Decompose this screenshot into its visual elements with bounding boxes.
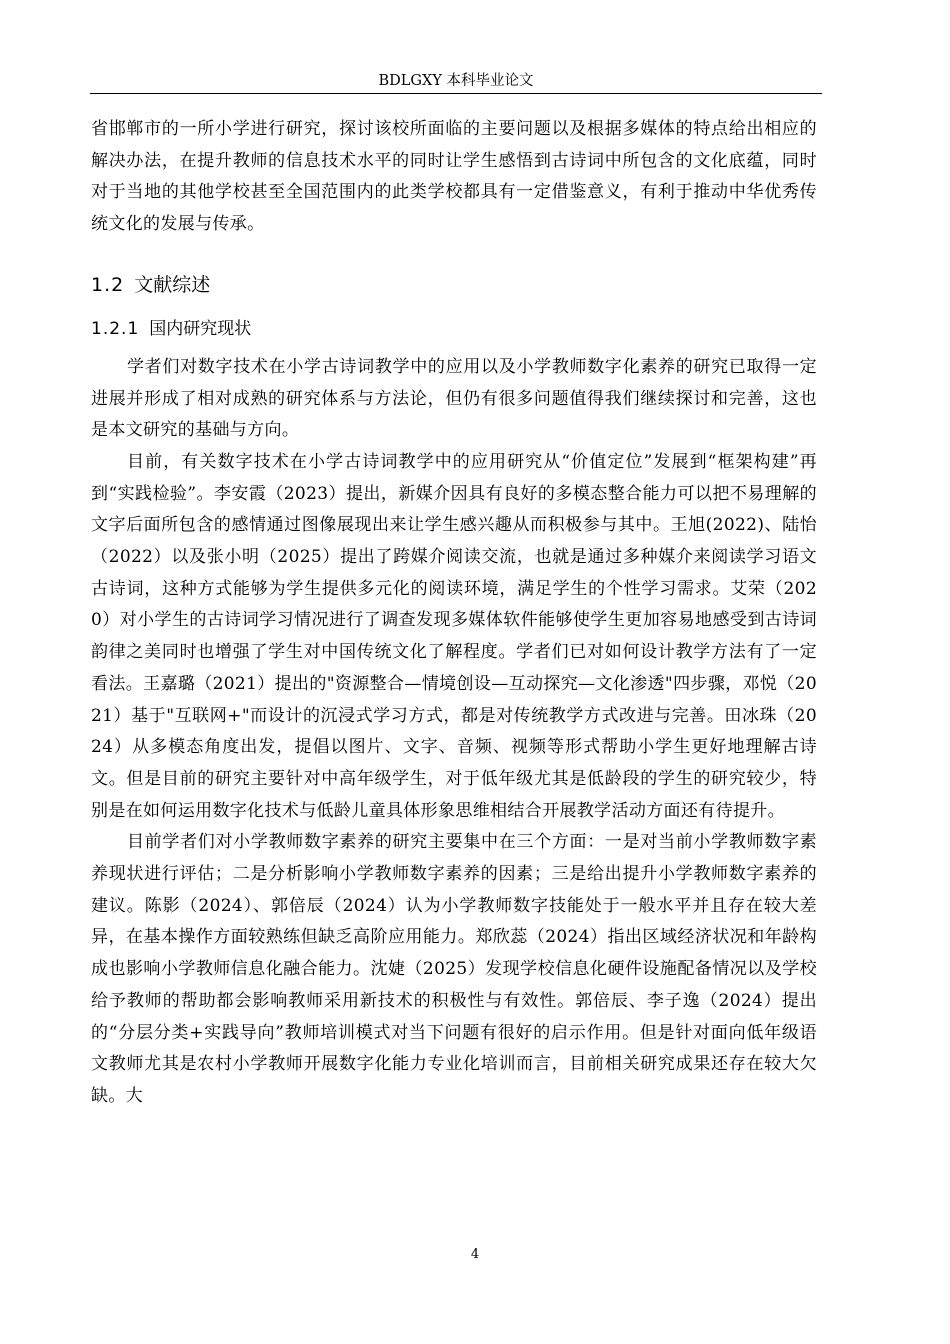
subsection-heading <box>91 316 817 342</box>
section-heading <box>91 271 817 299</box>
paragraph-1: 学者们对数字技术在小学古诗词教学中的应用以及小学教师数字化素养的研究已取得一定进展并形成了相对成熟的研究体系与方法论，但仍有很多问题值得我们继续探讨和完善，这也是本文研究的基础与方向。 <box>91 356 817 441</box>
page-number: 4 <box>470 1247 480 1262</box>
header-rule <box>90 93 822 94</box>
running-header: BDLGXY 本科毕业论文 <box>378 73 534 89</box>
paragraph-2: 目前，有关数字技术在小学古诗词教学中的应用研究从“价值定位”发展到“框架构建”再到“实践检验”。李安霞（2023）提出，新媒介因具有良好的多模态整合能力可以把不易理解的文字后面所包含的感情通过图像展现出来让学生感兴趣从而积极参与其中。王旭(2022)、陆怡（2022）以及张小明（2025）提出了跨媒介阅读交流，也就是通过多种媒介来阅读学习语文古诗词，这种方式能够为学生提供多元化的阅读环境，满足学生的个性学习需求。艾荣（2020）对小学生的古诗词学习情况进行了调查发现多媒体软件能够使学生更加容易地感受到古诗词韵律之美同时也增强了学生对中国传统文化了解程度。学者们已对如何设计教学方法有了一定看法。王嘉璐（2021）提出的"资源整合—情境创设—互动探究—文化渗透"四步骤，邓悦（2021）基于"互联网+"而设计的沉浸式学习方式，都是对传统教学方式改进与完善。田冰珠（2024）从多模态角度出发，提倡以图片、文字、音频、视频等形式帮助小学生更好地理解古诗文。但是目前的研究主要针对中高年级学生，对于低年级尤其是低龄段的学生的研究较少，特别是在如何运用数字化技术与低龄儿童具体形象思维相结合开展教学活动方面还有待提升。 <box>91 451 817 821</box>
section-title: 文献综述 <box>134 273 211 296</box>
subsection-title: 国内研究现状 <box>149 318 252 339</box>
page-body <box>91 114 817 1113</box>
subsection-number: 1.2.1 <box>91 318 140 339</box>
paragraph-3: 目前学者们对小学教师数字素养的研究主要集中在三个方面：一是对当前小学教师数字素养现状进行评估；二是分析影响小学教师数字素养的因素；三是给出提升小学教师数字素养的建议。陈影（2024）、郭倍辰（2024）认为小学教师数字技能处于一般水平并且存在较大差异，在基本操作方面较熟练但缺乏高阶应用能力。郑欣蕊（2024）指出区域经济状况和年龄构成也影响小学教师信息化融合能力。沈婕（2025）发现学校信息化硬件设施配备情况以及学校给予教师的帮助都会影响教师采用新技术的积极性与有效性。郭倍辰、李子逸（2024）提出的“分层分类+实践导向”教师培训模式对当下问题有很好的启示作用。但是针对面向低年级语文教师尤其是农村小学教师开展数字化能力专业化培训而言，目前相关研究成果还存在较大欠缺。大 <box>91 832 817 1106</box>
section-number: 1.2 <box>91 273 125 296</box>
paragraph-intro-continued: 省邯郸市的一所小学进行研究，探讨该校所面临的主要问题以及根据多媒体的特点给出相应的解决办法，在提升教师的信息技术水平的同时让学生感悟到古诗词中所包含的文化底蕴，同时对于当地的其他学校甚至全国范围内的此类学校都具有一定借鉴意义，有利于推动中华优秀传统文化的发展与传承。 <box>91 119 817 235</box>
